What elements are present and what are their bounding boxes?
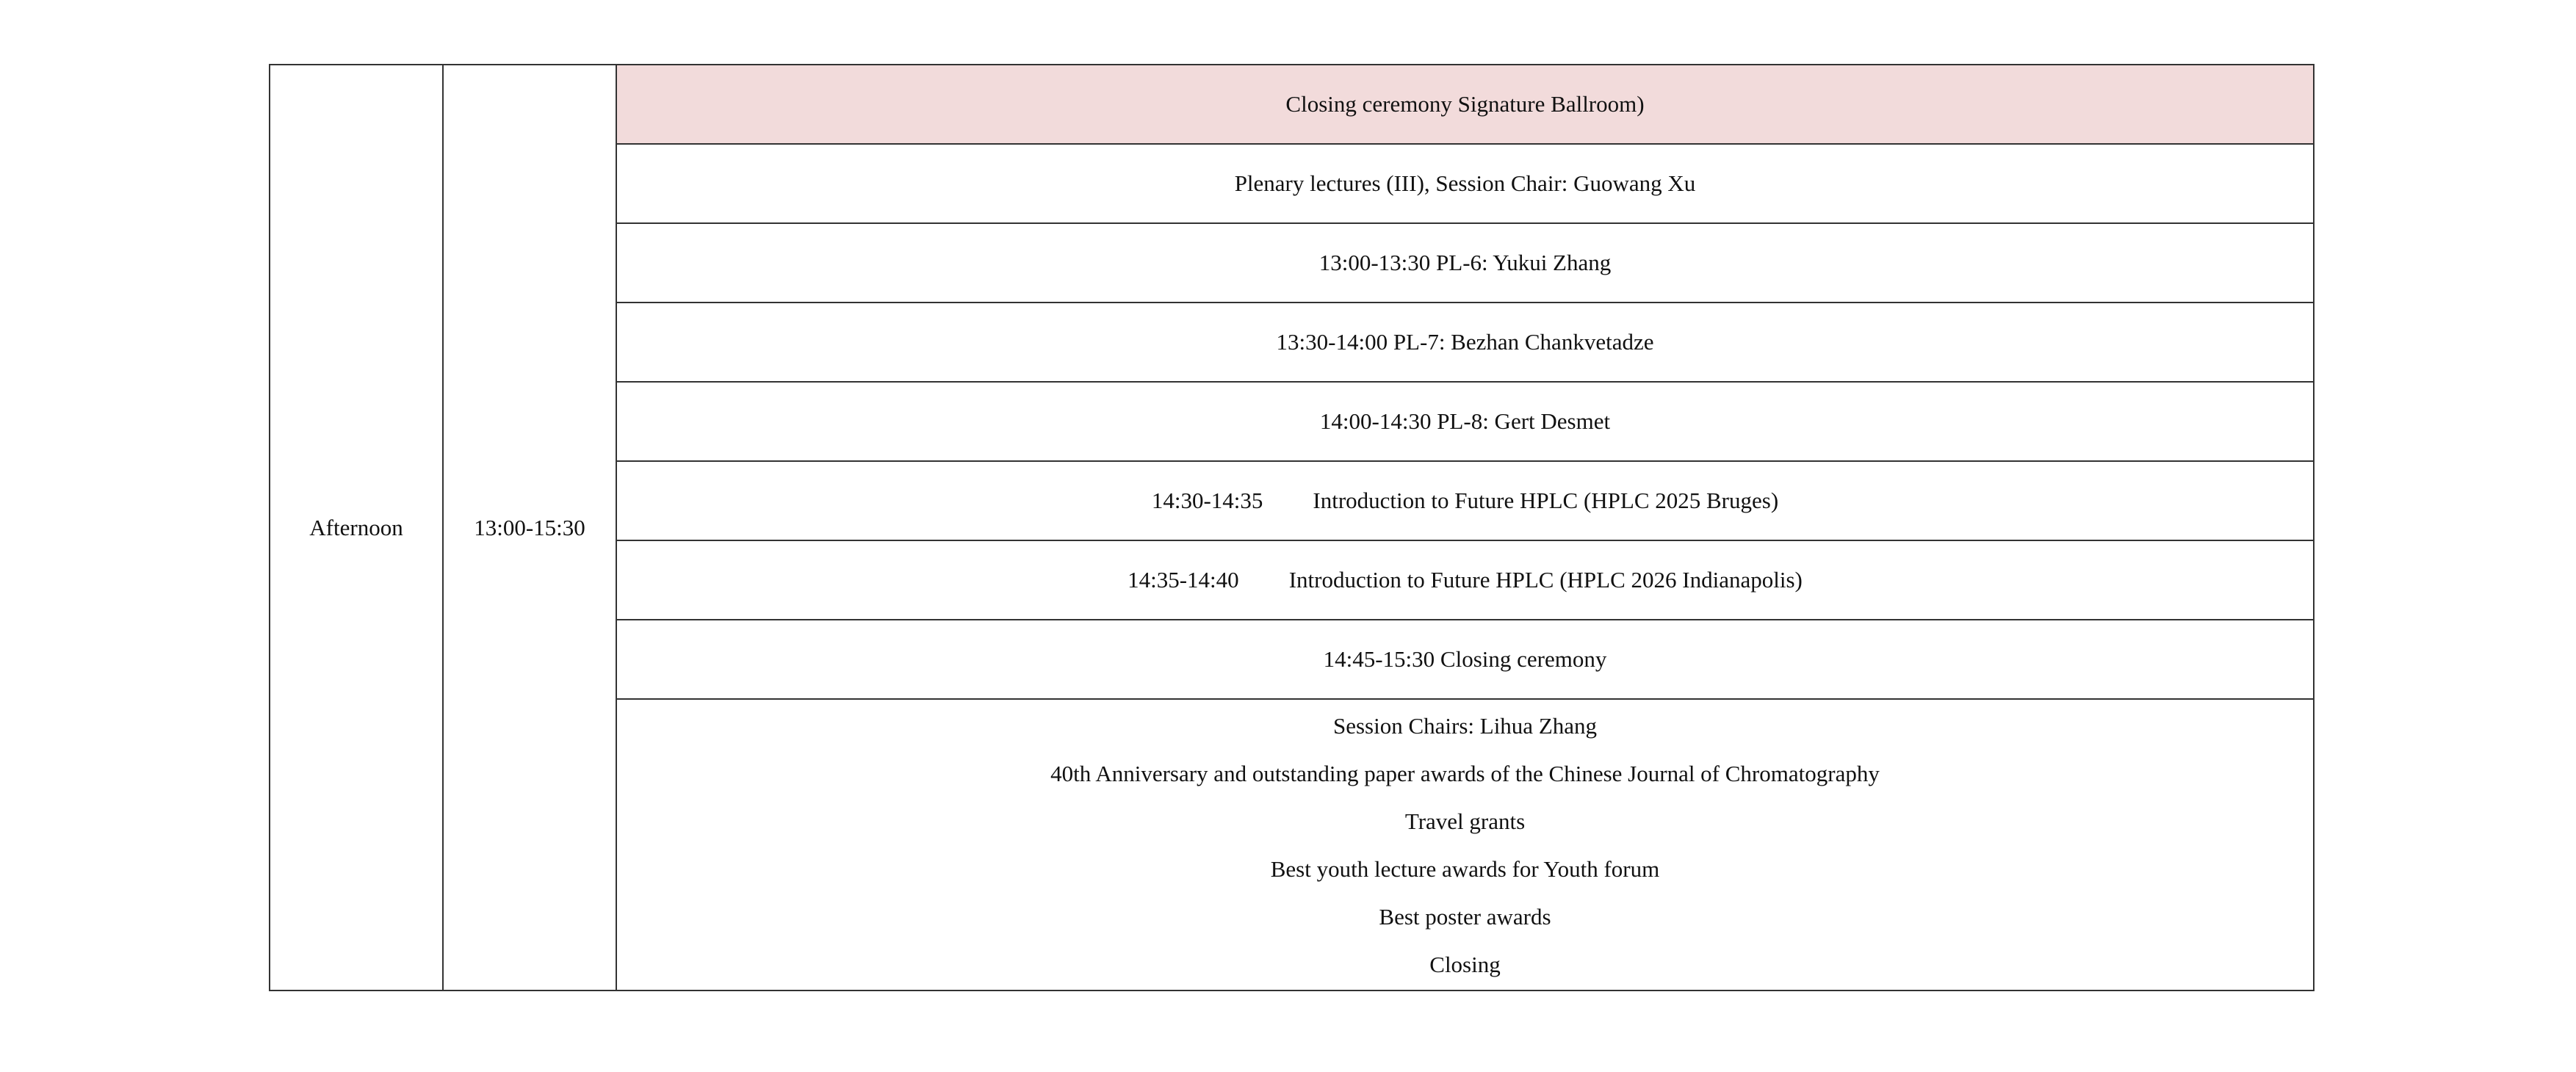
future-hplc-title: Introduction to Future HPLC (HPLC 2026 Indianapolis) bbox=[1288, 567, 1803, 593]
schedule-table bbox=[269, 64, 2315, 991]
plenary-title: Plenary lectures (III), Session Chair: Guowang Xu bbox=[616, 144, 2314, 223]
section-header: Closing ceremony Signature Ballroom) bbox=[616, 65, 2314, 144]
future-hplc-title: Introduction to Future HPLC (HPLC 2025 Bruges) bbox=[1313, 488, 1779, 513]
time-range-cell: 13:00-15:30 bbox=[443, 65, 616, 990]
future-hplc-cell bbox=[616, 461, 2314, 540]
future-hplc-time: 14:35-14:40 bbox=[1128, 567, 1239, 593]
ceremony-item: Best poster awards bbox=[1379, 903, 1551, 930]
ceremony-item: Closing bbox=[1429, 951, 1501, 977]
closing-slot: 14:45-15:30 Closing ceremony bbox=[616, 620, 2314, 699]
future-hplc-time: 14:30-14:35 bbox=[1151, 488, 1263, 513]
table-row bbox=[270, 65, 2314, 144]
lecture-item: 14:00-14:30 PL-8: Gert Desmet bbox=[616, 382, 2314, 461]
ceremony-item: Best youth lecture awards for Youth forum bbox=[1270, 855, 1660, 882]
ceremony-items-cell bbox=[616, 699, 2314, 990]
ceremony-item: Session Chairs: Lihua Zhang bbox=[1332, 712, 1598, 739]
ceremony-item: Travel grants bbox=[1404, 808, 1526, 834]
period-cell: Afternoon bbox=[270, 65, 443, 990]
lecture-item: 13:30-14:00 PL-7: Bezhan Chankvetadze bbox=[616, 303, 2314, 382]
ceremony-item: 40th Anniversary and outstanding paper awards of the Chinese Journal of Chromatography bbox=[1050, 760, 1880, 786]
lecture-item: 13:00-13:30 PL-6: Yukui Zhang bbox=[616, 223, 2314, 303]
future-hplc-cell bbox=[616, 540, 2314, 620]
